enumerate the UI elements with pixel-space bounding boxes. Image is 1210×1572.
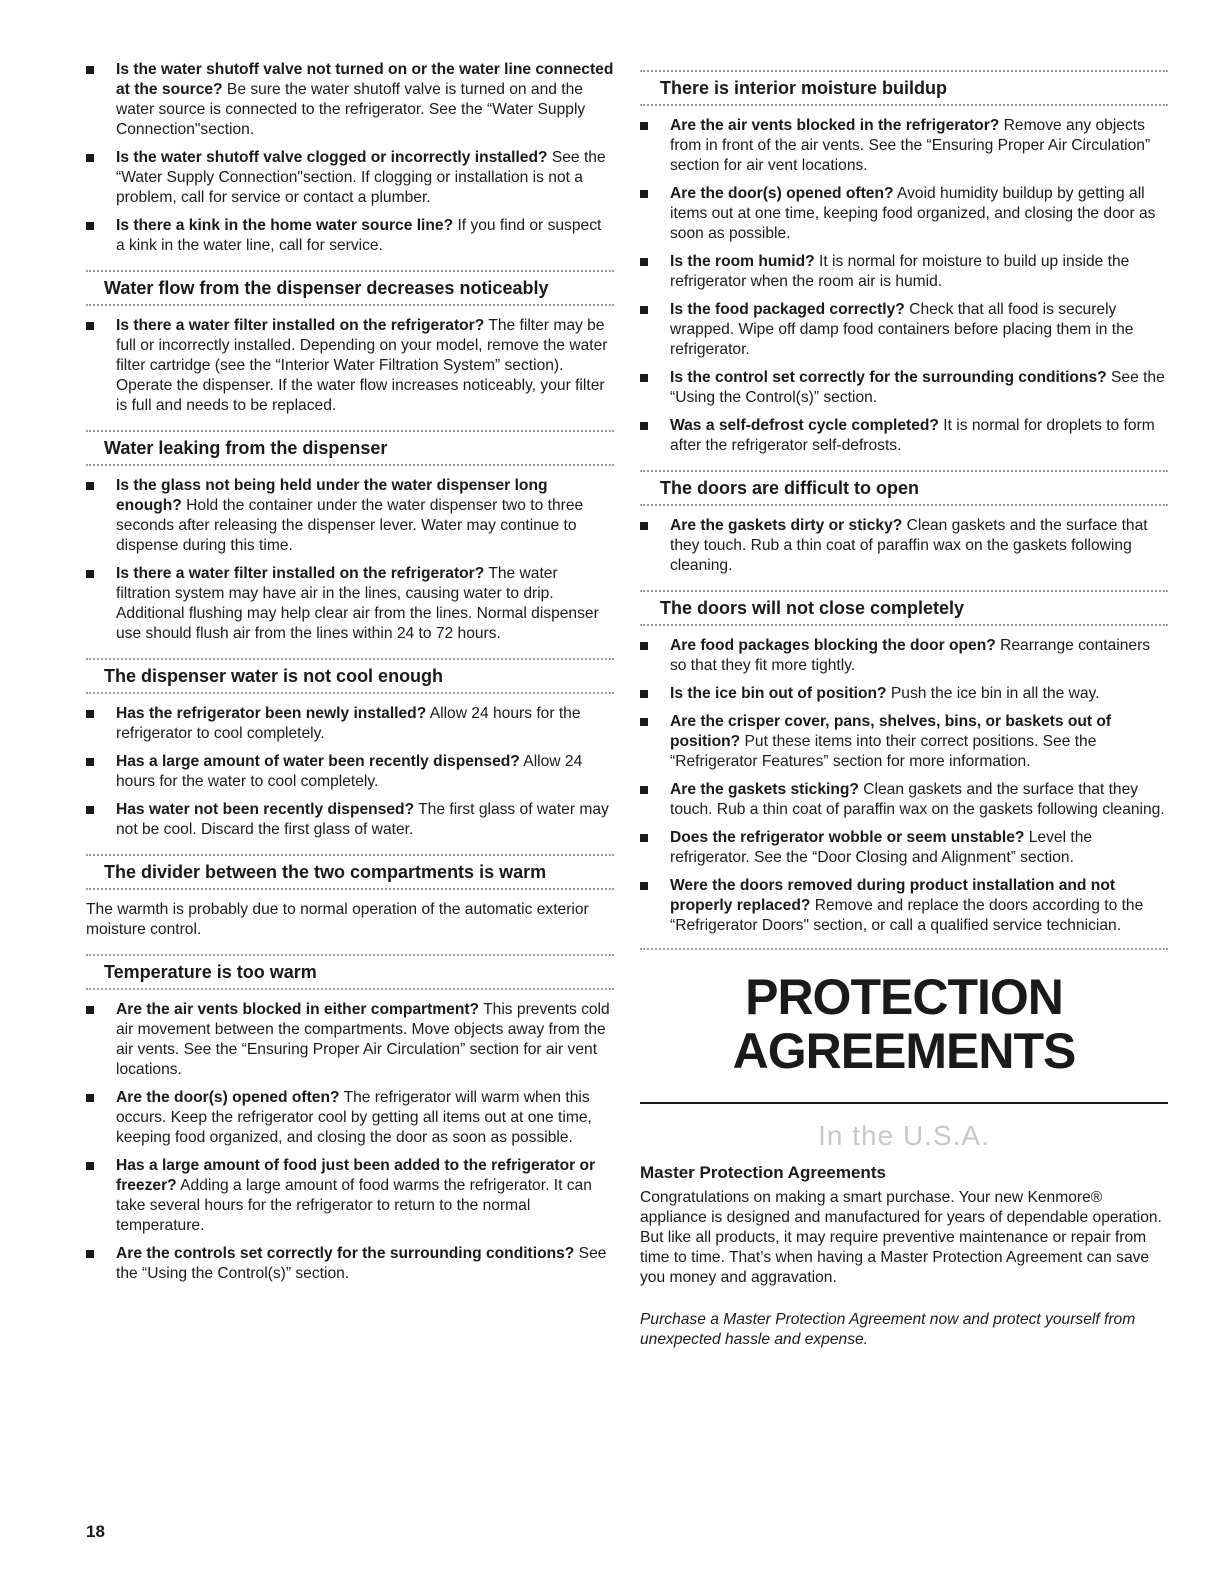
question: Has a large amount of water been recently dispensed? [116, 753, 520, 770]
promo-title-line: PROTECTION [745, 969, 1063, 1025]
list-item [640, 516, 1168, 576]
answer: Be sure the water shutoff valve is turned on and the water source is connected to the refrigerator. See the “Water Supply Connection"section. [116, 81, 586, 138]
bullet-icon [86, 758, 94, 766]
question: Is the room humid? [670, 253, 815, 270]
answer: Remove and replace the doors according to the “Refrigerator Doors" section, or call a qualified service technician. [670, 897, 1144, 934]
divider [640, 624, 1168, 626]
answer: The water filtration system may have air in the lines, causing water to drip. Additional flushing may help clear air from the lines. Normal dispenser use should flush air from the lines within 24 to 72 hours. [116, 565, 599, 642]
list-item [640, 416, 1168, 456]
list-item [86, 1000, 614, 1080]
answer: Avoid humidity buildup by getting all items out at one time, keeping food organized, and closing the door as soon as possible. [670, 185, 1156, 242]
answer: The filter may be full or incorrectly installed. Depending on your model, remove the water filter cartridge (see the “Interior Water Filtration System” section). Operate the dispenser. If the water flow increases noticeably, your filter is full and needs to be replaced. [116, 317, 608, 414]
question: Are the gaskets dirty or sticky? [670, 517, 903, 534]
section-heading: The doors are difficult to open [660, 478, 920, 498]
question: Is the ice bin out of position? [670, 685, 887, 702]
list-item [640, 636, 1168, 676]
question: Are food packages blocking the door open? [670, 637, 996, 654]
question: Are the crisper cover, pans, shelves, bins, or baskets out of position? [670, 713, 1112, 750]
list-item [640, 684, 1168, 704]
bullet-icon [86, 570, 94, 578]
bullet-icon [640, 642, 648, 650]
section-divider-warm [86, 854, 614, 940]
bullet-icon [640, 882, 648, 890]
answer: Allow 24 hours for the water to cool completely. [116, 753, 583, 790]
divider [640, 504, 1168, 506]
question: Is there a water filter installed on the refrigerator? [116, 317, 485, 334]
answer: Rearrange containers so that they fit more tightly. [670, 637, 1151, 674]
question: Is the control set correctly for the surrounding conditions? [670, 369, 1107, 386]
answer: Check that all food is securely wrapped. Wipe off damp food containers before placing them in the refrigerator. [670, 301, 1134, 358]
section-heading: Temperature is too warm [104, 962, 317, 982]
bullet-icon [86, 1006, 94, 1014]
section-water-flow [86, 270, 614, 416]
promo-title-line: AGREEMENTS [732, 1023, 1076, 1079]
protection-agreements-section [640, 970, 1168, 1350]
section-water-not-cool [86, 658, 614, 840]
bullet-icon [640, 374, 648, 382]
question: Were the doors removed during product installation and not properly replaced? [670, 877, 1116, 914]
bullet-icon [640, 522, 648, 530]
answer: Adding a large amount of food warms the refrigerator. It can take several hours for the refrigerator to return to the normal temperature. [116, 1177, 592, 1234]
list-item [86, 1244, 614, 1284]
list-item [86, 316, 614, 416]
divider [86, 888, 614, 890]
bullet-icon [86, 222, 94, 230]
question: Does the refrigerator wobble or seem unstable? [670, 829, 1025, 846]
section-doors-not-close [640, 590, 1168, 950]
question: Has a large amount of food just been added to the refrigerator or freezer? [116, 1157, 596, 1194]
answer: This prevents cold air movement between the compartments. Move objects away from the air vents. See the “Ensuring Proper Air Circulation” section for air vent locations. [116, 1001, 610, 1078]
divider [640, 1102, 1168, 1104]
section-moisture-buildup [640, 70, 1168, 456]
question: Are the air vents blocked in either compartment? [116, 1001, 480, 1018]
list-item [640, 780, 1168, 820]
question: Is there a kink in the home water source line? [116, 217, 454, 234]
list-item [86, 1156, 614, 1236]
question: Is there a water filter installed on the refrigerator? [116, 565, 485, 582]
bullet-icon [86, 1162, 94, 1170]
answer: Clean gaskets and the surface that they touch. Rub a thin coat of paraffin wax on the gaskets following cleaning. [670, 517, 1148, 574]
bullet-icon [86, 66, 94, 74]
section-heading: The doors will not close completely [660, 598, 965, 618]
section-water-leaking [86, 430, 614, 644]
promo-callout: Purchase a Master Protection Agreement now and protect yourself from unexpected hassle and expense. [640, 1311, 1136, 1348]
list-item [86, 476, 614, 556]
promo-body: Congratulations on making a smart purchase. Your new Kenmore® appliance is designed and manufactured for years of dependable operation. But like all products, it may require preventive maintenance or repair from time to time. That’s when having a Master Protection Agreement can save you money and aggravation. [640, 1189, 1162, 1286]
promo-subtitle: Master Protection Agreements [640, 1163, 886, 1182]
answer: The refrigerator will warm when this occurs. Keep the refrigerator cool by getting all items out at one time, keeping food organized, and closing the door as soon as possible. [116, 1089, 592, 1146]
list-item [640, 300, 1168, 360]
answer: Remove any objects from in front of the air vents. See the “Ensuring Proper Air Circulation” section for air vent locations. [670, 117, 1151, 174]
bullet-icon [86, 1250, 94, 1258]
list-item [640, 252, 1168, 292]
section-heading: Water leaking from the dispenser [104, 438, 388, 458]
promo-title [640, 970, 1168, 1078]
page-number: 18 [86, 1522, 105, 1541]
question: Was a self-defrost cycle completed? [670, 417, 939, 434]
section-too-warm [86, 954, 614, 1284]
question: Has the refrigerator been newly installed? [116, 705, 427, 722]
list-item [86, 216, 614, 256]
divider [86, 692, 614, 694]
question: Are the controls set correctly for the surrounding conditions? [116, 1245, 575, 1262]
bullet-icon [640, 718, 648, 726]
answer: It is normal for moisture to build up inside the refrigerator when the room air is humid. [670, 253, 1130, 290]
divider [86, 304, 614, 306]
list-item [640, 184, 1168, 244]
answer: See the “Water Supply Connection"section. If clogging or installation is not a problem, call for service or contact a plumber. [116, 149, 606, 206]
answer: Push the ice bin in all the way. [886, 685, 1100, 702]
list-item [640, 828, 1168, 868]
bullet-icon [640, 422, 648, 430]
answer: Allow 24 hours for the refrigerator to cool completely. [116, 705, 581, 742]
question: Is the water shutoff valve not turned on or the water line connected at the source? [116, 61, 614, 98]
list-item [86, 1088, 614, 1148]
list-item [86, 148, 614, 208]
bullet-icon [640, 786, 648, 794]
list-item [640, 876, 1168, 936]
list-item [640, 116, 1168, 176]
list-item [640, 712, 1168, 772]
section-heading: Water flow from the dispenser decreases noticeably [104, 278, 549, 298]
divider [86, 464, 614, 466]
region-label: In the U.S.A. [818, 1120, 990, 1151]
section-heading: The dispenser water is not cool enough [104, 666, 444, 686]
section-paragraph: The warmth is probably due to normal operation of the automatic exterior moisture control. [86, 901, 589, 938]
answer: See the “Using the Control(s)” section. [670, 369, 1165, 406]
question: Is the water shutoff valve clogged or incorrectly installed? [116, 149, 548, 166]
list-item [86, 704, 614, 744]
divider [640, 104, 1168, 106]
bullet-icon [640, 122, 648, 130]
bullet-icon [640, 258, 648, 266]
divider [640, 948, 1168, 950]
question: Are the gaskets sticking? [670, 781, 859, 798]
bullet-icon [640, 190, 648, 198]
answer: Put these items into their correct positions. See the “Refrigerator Features” section for more information. [670, 733, 1097, 770]
list-item [86, 564, 614, 644]
answer: The first glass of water may not be cool. Discard the first glass of water. [116, 801, 609, 838]
bullet-icon [640, 690, 648, 698]
bullet-icon [640, 834, 648, 842]
answer: If you find or suspect a kink in the water line, call for service. [116, 217, 602, 254]
question: Has water not been recently dispensed? [116, 801, 415, 818]
question: Are the door(s) opened often? [116, 1089, 340, 1106]
bullet-icon [86, 1094, 94, 1102]
bullet-icon [86, 482, 94, 490]
question: Is the glass not being held under the water dispenser long enough? [116, 477, 548, 514]
divider [86, 988, 614, 990]
list-item [86, 752, 614, 792]
question: Is the food packaged correctly? [670, 301, 905, 318]
question: Are the air vents blocked in the refrigerator? [670, 117, 1000, 134]
left-column [86, 60, 614, 1294]
bullet-icon [86, 806, 94, 814]
list-item [86, 800, 614, 840]
bullet-icon [86, 710, 94, 718]
section-heading: The divider between the two compartments is warm [104, 862, 547, 882]
section-doors-difficult [640, 470, 1168, 576]
answer: Clean gaskets and the surface that they touch. Rub a thin coat of paraffin wax on the gaskets following cleaning. [670, 781, 1165, 818]
answer: See the “Using the Control(s)” section. [116, 1245, 607, 1282]
question: Are the door(s) opened often? [670, 185, 894, 202]
answer: Level the refrigerator. See the “Door Closing and Alignment” section. [670, 829, 1093, 866]
answer: Hold the container under the water dispenser two to three seconds after releasing the dispenser lever. Water may continue to dispense during this time. [116, 497, 584, 554]
intro-list [86, 60, 614, 256]
right-column [640, 60, 1168, 1350]
bullet-icon [86, 154, 94, 162]
section-heading: There is interior moisture buildup [660, 78, 948, 98]
bullet-icon [640, 306, 648, 314]
bullet-icon [86, 322, 94, 330]
answer: It is normal for droplets to form after the refrigerator self-defrosts. [670, 417, 1155, 454]
list-item [86, 60, 614, 140]
list-item [640, 368, 1168, 408]
